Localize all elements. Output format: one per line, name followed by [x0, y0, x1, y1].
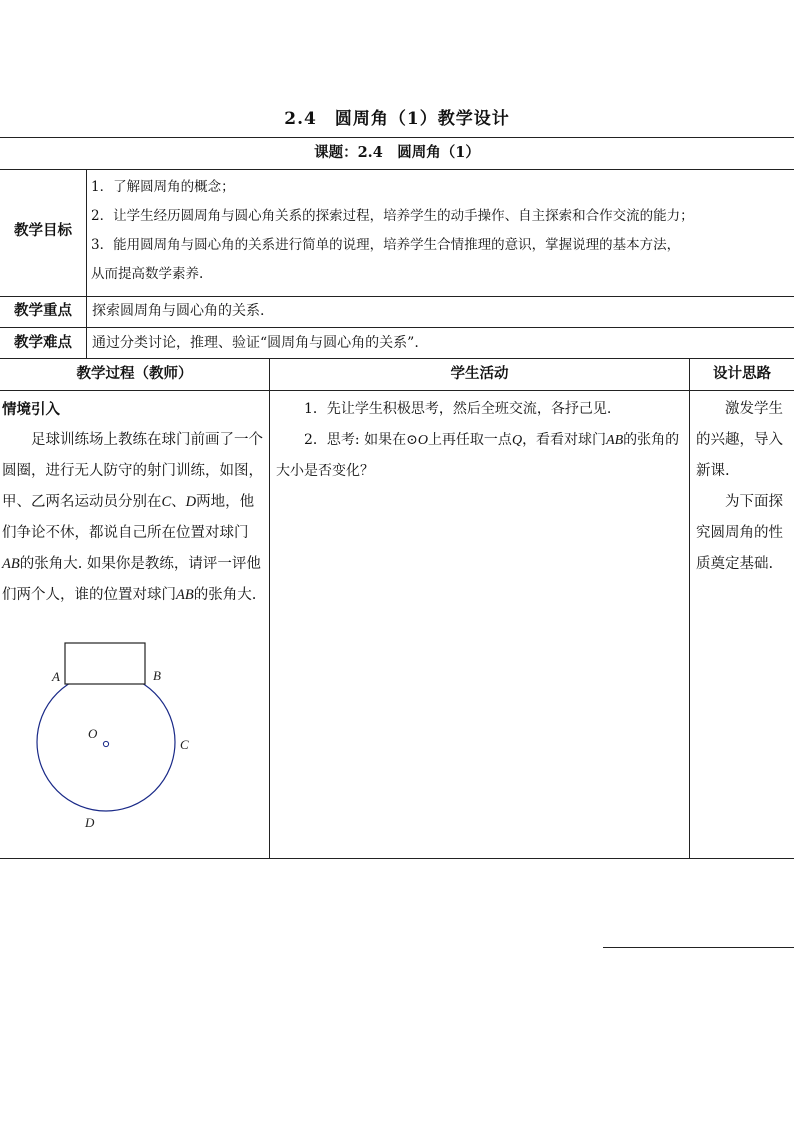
document-title: 2.4 圆周角（1）教学设计 — [284, 109, 510, 129]
objective-item: 3．能用圆周角与圆心角的关系进行简单的说理，培养学生合情推理的意识，掌握说理的基本方法， — [91, 237, 681, 253]
table-rule — [86, 169, 87, 358]
column-header-design: 设计思路 — [713, 365, 771, 382]
topic-heading: 课题：2.4 圆周角（1） — [314, 144, 480, 161]
design-rationale — [696, 394, 792, 580]
student-activity-2: 2．思考: 如果在⊙O上再任取一点Q，看看对球门AB的张角的大小是否变化？ — [276, 432, 680, 479]
column-header-teacher: 教学过程（教师） — [76, 365, 193, 382]
table-rule — [0, 327, 794, 328]
key-point-text: 探索圆周角与圆心角的关系. — [92, 303, 265, 319]
objective-item: 2．让学生经历圆周角与圆心角关系的探索过程，培养学生的动手操作、自主探索和合作交流的能力； — [91, 208, 694, 224]
point-label-o: O — [88, 726, 98, 741]
design-note-1: 激发学生的兴趣，导入新课. — [696, 401, 783, 479]
table-rule — [0, 169, 794, 170]
key-point-label: 教学重点 — [14, 302, 72, 319]
scenario-paragraph: 足球训练场上教练在球门前画了一个圆圈，进行无人防守的射门训练，如图，甲、乙两名运动员分别在C、D两地，他们争论不休，都说自己所在位置对球门AB的张角大. 如果你是教练，请评一评他们两个人，谁的位置对球门AB的张角大. — [2, 432, 263, 603]
footnote-rule — [603, 947, 794, 948]
table-rule — [689, 358, 690, 858]
goal-rectangle — [65, 643, 145, 684]
point-label-a: A — [52, 669, 60, 684]
objective-item: 1．了解圆周角的概念； — [91, 179, 235, 195]
table-rule — [0, 858, 794, 859]
table-rule — [0, 137, 794, 138]
point-label-d: D — [85, 815, 95, 830]
design-note-2: 为下面探究圆周角的性质奠定基础. — [696, 494, 783, 572]
student-activity-1: 1．先让学生积极思考，然后全班交流，各抒己见. — [304, 401, 612, 417]
center-point — [103, 741, 108, 746]
difficulty-label: 教学难点 — [14, 334, 72, 351]
point-label-c: C — [180, 737, 189, 752]
student-activities — [276, 394, 686, 487]
teacher-process — [2, 394, 264, 611]
table-rule — [269, 358, 270, 858]
point-label-b: B — [153, 668, 161, 683]
goal-circle-figure — [0, 636, 269, 836]
difficulty-text: 通过分类讨论，推理、验证“圆周角与圆心角的关系”. — [92, 335, 419, 351]
objectives-label: 教学目标 — [14, 222, 72, 239]
objective-item: 从而提高数学素养. — [91, 266, 204, 282]
table-rule — [0, 390, 794, 391]
column-header-student: 学生活动 — [450, 365, 509, 382]
table-rule — [0, 358, 794, 359]
objectives-content — [91, 173, 794, 289]
section-heading: 情境引入 — [2, 401, 60, 418]
